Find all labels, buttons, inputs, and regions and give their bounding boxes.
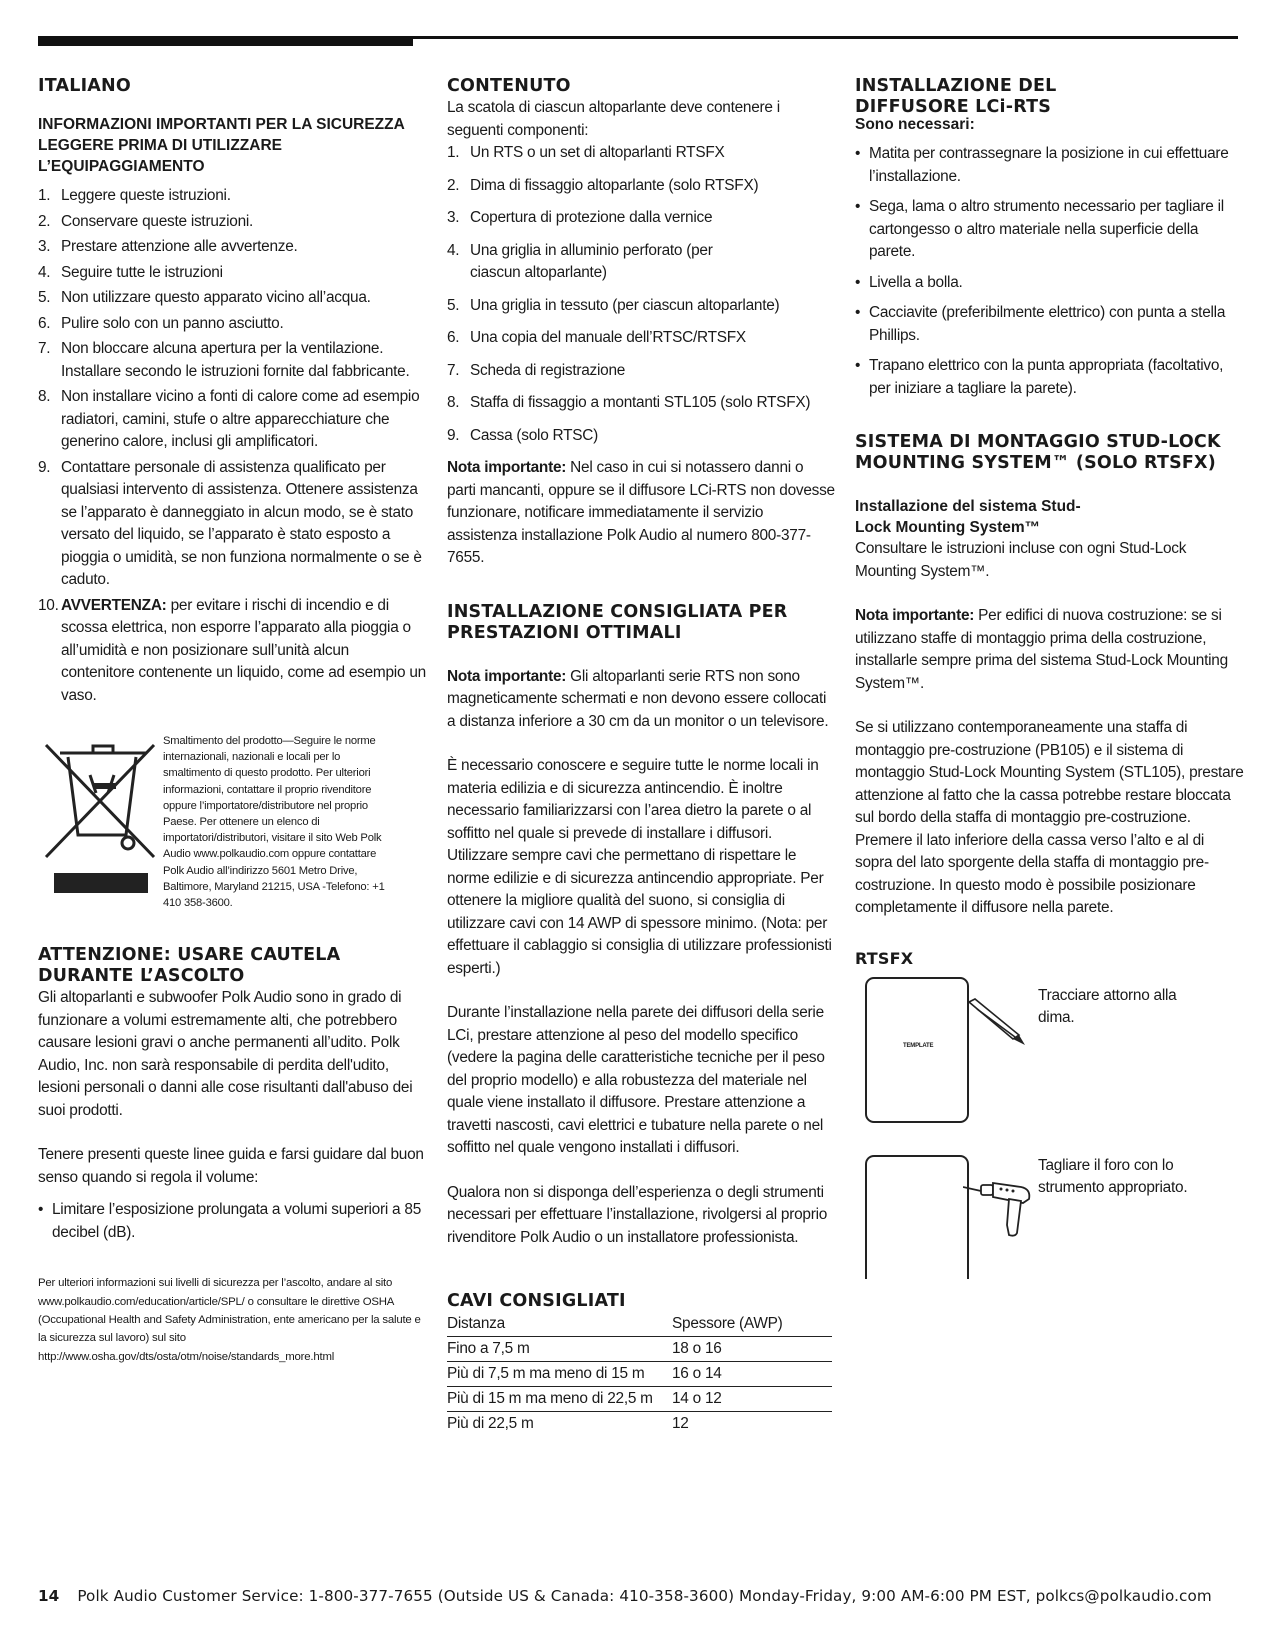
drill-icon — [963, 1177, 1038, 1257]
studlock-note: Nota importante: Per edifici di nuova costruzione: se si utilizzano staffe di montaggio prima della costruzione, installarle sempre prima del sistema Stud-Lock Mounting System™. — [855, 607, 1228, 692]
list-item: 7. Non bloccare alcuna apertura per la ventilazione. Installare secondo le istruzioni fornite dal fabbricante. — [38, 340, 410, 380]
needed-list — [855, 143, 1245, 400]
table-cell: 14 o 12 — [672, 1387, 832, 1412]
list-item: • Matita per contrassegnare la posizione in cui effettuare l’installazione. — [855, 145, 1229, 185]
more-info-text: Per ulteriori informazioni sui livelli di sicurezza per l’ascolto, andare al sito www.polkaudio.com/education/article/SPL/ o consultare le direttive OSHA (Occupational Health and Safety Administration, ente americano per la salute e la sicurezza sul lavoro) sul sito http://www.osha.gov/dts/osta/otm/noise/standards_more.html — [38, 1277, 421, 1363]
column-2 — [447, 72, 835, 1436]
list-item: • Trapano elettrico con la punta appropriata (facoltativo, per iniziare a tagliare la parete). — [855, 357, 1224, 397]
studlock-paragraph-1: Consultare le istruzioni incluse con ogni Stud-Lock Mounting System™. — [855, 540, 1187, 580]
list-item: 4. Una griglia in alluminio perforato (per ciascun altoparlante) — [447, 241, 713, 281]
template-label: TEMPLATE — [903, 1042, 934, 1049]
table-cell: 12 — [672, 1412, 832, 1437]
table-cell: 16 o 14 — [672, 1362, 832, 1387]
list-item: 5. Non utilizzare questo apparato vicino all’acqua. — [38, 289, 371, 306]
table-cell: Più di 15 m ma meno di 22,5 m — [447, 1387, 672, 1412]
list-item: 5. Una griglia in tessuto (per ciascun altoparlante) — [447, 296, 780, 314]
template-figure — [855, 977, 1245, 1277]
attention-paragraph-2: Tenere presenti queste linee guida e farsi guidare dal buon senso quando si regola il volume: — [38, 1146, 424, 1186]
table-header-row — [447, 1312, 832, 1337]
contents-note: Nota importante: Nel caso in cui si notassero danni o parti mancanti, oppure se il diffusore LCi-RTS non dovesse funzionare, notificare immediatamente il servizio assistenza installazione Polk Audio al numero 800-377-7655. — [447, 459, 835, 566]
caption-cut: Tagliare il foro con lo strumento appropriato. — [1038, 1156, 1188, 1196]
list-item: 3. Prestare attenzione alle avvertenze. — [38, 238, 298, 255]
contents-list — [447, 142, 835, 447]
table-cell: 18 o 16 — [672, 1337, 832, 1362]
install-paragraph-2: È necessario conoscere e seguire tutte le norme locali in materia edilizia e di sicurezza antincendio. È inoltre necessario familiarizzarsi con l’area dietro la parete o al soffitto nel quale si prevede di installare i diffusori. Utilizzare sempre cavi che permettano di rispettare le norme edilizie e di sicurezza antincendio appropriate. Per ottenere la migliore qualità del suono, si consiglia di utilizzare cavi con 14 AWP di spessore minimo. (Nota: per effettuare il cablaggio si consiglia di utilizzare professionisti esperti.) — [447, 757, 832, 977]
rtsfx-label: RTSFX — [855, 948, 914, 968]
column-1 — [38, 72, 426, 1366]
attention-paragraph-1: Gli altoparlanti e subwoofer Polk Audio sono in grado di funzionare a volumi estremamente alti, che potrebbero causare lesioni gravi o anche permanenti all’udito. Polk Audio, Inc. non sarà responsabile di perdita dell'udito, lesioni personali o danni alle cose risultanti dall'abuso dei suoi prodotti. — [38, 989, 413, 1119]
list-item: 4. Seguire tutte le istruzioni — [38, 263, 223, 281]
studlock-paragraph-2: Se si utilizzano contemporaneamente una staffa di montaggio pre-costruzione (PB105) e il sistema di montaggio Stud-Lock Mounting System (STL105), prestare attenzione al fatto che la cassa potrebbe restare bloccata sul bordo della staffa di montaggio pre-costruzione. Premere il lato inferiore della cassa verso l’alto e al di sopra del lato sporgente della staffa di montaggio pre-costruzione. In questo modo è possibile posizionare completamente il diffusore nella parete. — [855, 719, 1244, 916]
install-note: Nota importante: Gli altoparlanti serie RTS non sono magneticamente schermati e non devono essere collocati a distanza inferiore a 30 cm da un monitor o un televisore. — [447, 667, 829, 730]
studlock-heading: SISTEMA DI MONTAGGIO STUD-LOCK MOUNTING SYSTEM™ (SOLO RTSFX) — [855, 432, 1221, 473]
cables-table — [447, 1312, 832, 1436]
list-item: 3. Copertura di protezione dalla vernice — [447, 209, 713, 226]
table-cell: Più di 22,5 m — [447, 1412, 672, 1437]
page-footer — [38, 1587, 1212, 1605]
attention-bullets — [38, 1199, 426, 1244]
page-number: 14 — [38, 1587, 60, 1605]
list-item: • Cacciavite (preferibilmente elettrico) con punta a stella Phillips. — [855, 304, 1226, 344]
list-item: • Sega, lama o altro strumento necessario per tagliare il cartongesso o altro materiale nella superficie della parete. — [855, 198, 1224, 260]
needed-heading: Sono necessari: — [855, 116, 975, 133]
language-heading: ITALIANO — [38, 76, 131, 96]
list-item: • Limitare l’esposizione prolungata a volumi superiori a 85 decibel (dB). — [38, 1201, 422, 1241]
list-item: 1. Un RTS o un set di altoparlanti RTSFX — [447, 144, 725, 161]
list-item: • Livella a bolla. — [855, 273, 963, 291]
cables-heading: CAVI CONSIGLIATI — [447, 1291, 626, 1311]
customer-service-text: Polk Audio Customer Service: 1-800-377-7655 (Outside US & Canada: 410-358-3600) Monday-Friday, 9:00 AM-6:00 PM EST, polkcs@polkaudio.com — [77, 1587, 1212, 1605]
list-item: 10. AVVERTENZA: per evitare i rischi di incendio e di scossa elettrica, non esporre l’apparato alla pioggia o all’umidità e non posizionare sull’unità alcun contenitore contenente un liquido, come ad esempio un vaso. — [38, 596, 426, 704]
list-item: 9. Cassa (solo RTSC) — [447, 426, 599, 444]
install-paragraph-4: Qualora non si disponga dell’esperienza o degli strumenti necessari per effettuare l’installazione, rivolgersi al proprio rivenditore Polk Audio o un installatore professionista. — [447, 1183, 828, 1246]
template-cut-outline — [865, 1155, 969, 1279]
install-paragraph-3: Durante l’installazione nella parete dei diffusori della serie LCi, prestare attenzione al peso del modello specifico (vedere la pagina delle caratteristiche tecniche per il peso del proprio modello) e alla robustezza del materiale nel quale viene installato il diffusore. Prestare attenzione a travetti nascosti, cavi elettrici e tubature nella parete o nel soffitto nel quale vengono installati i diffusori. — [447, 1004, 825, 1156]
table-row — [447, 1362, 832, 1387]
install-heading: INSTALLAZIONE CONSIGLIATA PER PRESTAZIONI OTTIMALI — [447, 601, 788, 643]
list-item: 7. Scheda di registrazione — [447, 361, 626, 379]
contents-intro: La scatola di ciascun altoparlante deve contenere i seguenti componenti: — [447, 99, 780, 139]
table-row — [447, 1337, 832, 1362]
list-item: 6. Pulire solo con un panno asciutto. — [38, 314, 284, 332]
header-cell: Distanza — [447, 1312, 672, 1337]
template-outline — [865, 977, 969, 1123]
safety-heading: INFORMAZIONI IMPORTANTI PER LA SICUREZZA LEGGERE PRIMA DI UTILIZZARE L’EQUIPAGGIAMENTO — [38, 116, 405, 175]
disposal-notice — [38, 735, 426, 911]
warning-label: AVVERTENZA: — [61, 596, 167, 614]
disposal-text: Smaltimento del prodotto—Seguire le norme internazionali, nazionali e locali per lo smaltimento di questo prodotto. Per ulteriori informazioni, contattare il proprio rivenditore oppure l’importatore/distributore nel proprio Paese. Per ottenere un elenco di importatori/distributori, visitare il sito Web Polk Audio www.polkaudio.com oppure contattare Polk Audio all’indirizzo 5601 Metro Drive, Baltimore, Maryland 21215, USA -Telefono: +1 410 358-3600. — [163, 735, 385, 910]
attention-heading: ATTENZIONE: USARE CAUTELA DURANTE L’ASCOLTO — [38, 945, 341, 987]
safety-list — [38, 185, 426, 707]
table-row — [447, 1387, 832, 1412]
list-item: 8. Non installare vicino a fonti di calore come ad esempio radiatori, camini, stufe o altre apparecchiature che generino calore, inclusi gli amplificatori. — [38, 388, 420, 450]
caption-trace: Tracciare attorno alla dima. — [1038, 986, 1177, 1026]
table-cell: Fino a 7,5 m — [447, 1337, 672, 1362]
column-3 — [855, 72, 1245, 1277]
top-rule-accent — [38, 36, 413, 46]
weee-bin-icon — [38, 735, 163, 895]
table-cell: Più di 7,5 m ma meno di 15 m — [447, 1362, 672, 1387]
list-item: 2. Conservare queste istruzioni. — [38, 212, 254, 230]
list-item: 8. Staffa di fissaggio a montanti STL105 (solo RTSFX) — [447, 394, 811, 411]
list-item: 1. Leggere queste istruzioni. — [38, 187, 231, 204]
list-item: 6. Una copia del manuale dell’RTSC/RTSFX — [447, 329, 746, 346]
contents-heading: CONTENUTO — [447, 76, 571, 96]
header-cell: Spessore (AWP) — [672, 1312, 832, 1337]
install-lci-heading: INSTALLAZIONE DEL DIFFUSORE LCi-RTS — [855, 76, 1057, 117]
list-item: 2. Dima di fissaggio altoparlante (solo RTSFX) — [447, 176, 759, 194]
studlock-subheading: Installazione del sistema Stud-Lock Mounting System™ — [855, 498, 1081, 536]
table-row — [447, 1412, 832, 1437]
pencil-icon — [967, 997, 1027, 1047]
list-item: 9. Contattare personale di assistenza qualificato per qualsiasi intervento di assistenza. Ottenere assistenza se l’apparato è danneggiato in alcun modo, se è stato versato del liquido, se l’apparato è stato esposto a pioggia o umidità, se non funziona normalmente o se è caduto. — [38, 458, 422, 588]
